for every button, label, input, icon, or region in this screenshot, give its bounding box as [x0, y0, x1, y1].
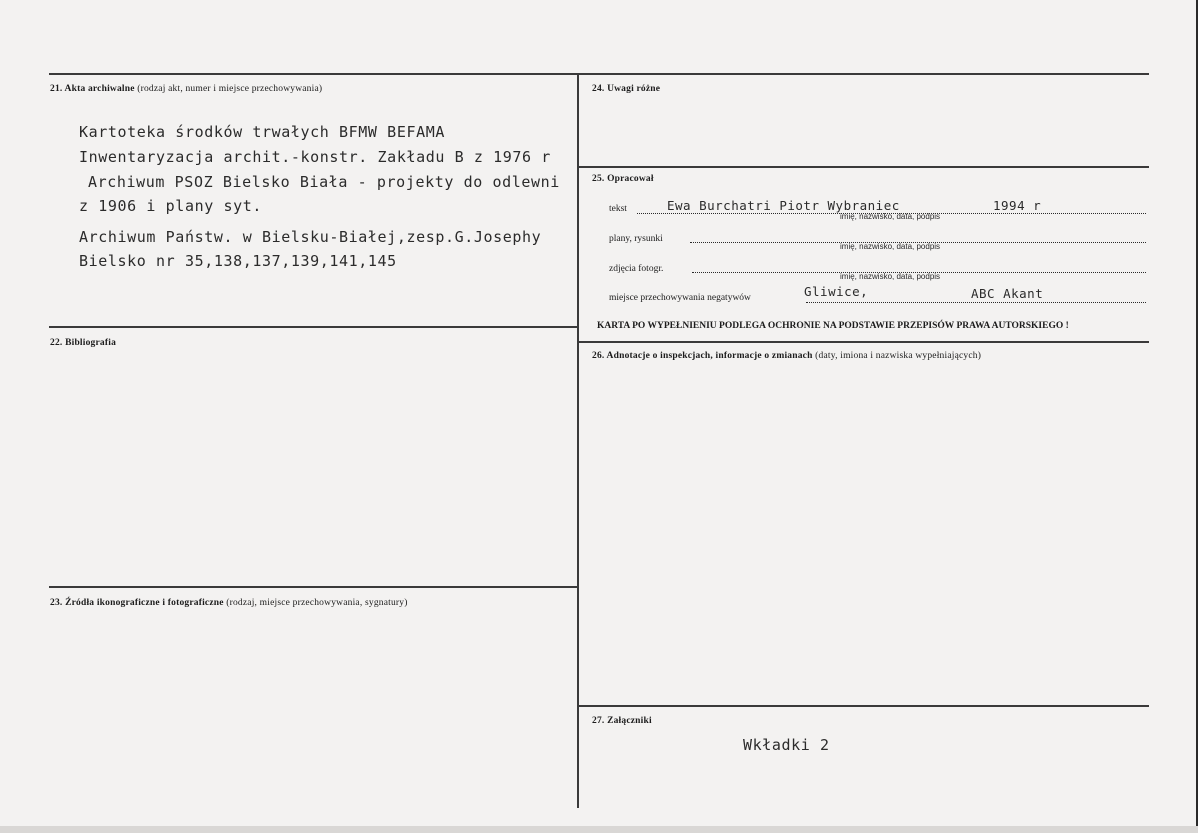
section-21-line-4: z 1906 i plany syt. — [79, 197, 262, 215]
negatywy-org: ABC Akant — [971, 286, 1044, 301]
rule-26-27 — [578, 705, 1149, 707]
section-21-line-3: Archiwum PSOZ Bielsko Biała - projekty do odlewni — [88, 173, 560, 191]
rule-21-22 — [49, 326, 578, 328]
section-21-line-1: Kartoteka środków trwałych BFMW BEFAMA — [79, 123, 445, 141]
copyright-notice: KARTA PO WYPEŁNIENIU PODLEGA OCHRONIE NA PODSTAWIE PRZEPISÓW PRAWA AUTORSKIEGO ! — [597, 321, 1069, 331]
tekst-authors: Ewa Burchatri Piotr Wybraniec — [667, 198, 900, 213]
section-25-heading: 25. Opracował — [592, 174, 654, 184]
zdjecia-label: zdjęcia fotogr. — [609, 264, 664, 274]
section-22-heading: 22. Bibliografia — [50, 338, 117, 348]
tekst-hint: imię, nazwisko, data, podpis — [840, 212, 941, 221]
plany-hint: imię, nazwisko, data, podpis — [840, 242, 941, 251]
section-27-heading: 27. Załączniki — [592, 716, 652, 726]
rule-24-25 — [578, 166, 1149, 168]
rule-22-23 — [49, 586, 578, 588]
negatywy-place: Gliwice, — [804, 284, 869, 299]
section-21-line-2: Inwentaryzacja archit.-konstr. Zakładu B z 1976 r — [79, 148, 551, 166]
rule-25-26 — [578, 341, 1149, 343]
tekst-label: tekst — [609, 204, 627, 214]
zdjecia-hint: imię, nazwisko, data, podpis — [840, 272, 941, 281]
section-21-heading: 21. Akta archiwalne (rodzaj akt, numer i miejsce przechowywania) — [50, 84, 323, 94]
top-rule — [49, 73, 1149, 75]
plany-label: plany, rysunki — [609, 234, 663, 244]
attachments-value: Wkładki 2 — [743, 736, 830, 754]
negatywy-dotted-line — [806, 302, 1146, 303]
negatywy-label: miejsce przechowywania negatywów — [609, 293, 751, 303]
center-divider — [577, 73, 579, 808]
section-23-heading: 23. Źródła ikonograficzne i fotograficzne (rodzaj, miejsce przechowywania, sygnatury) — [50, 598, 408, 608]
section-26-heading: 26. Adnotacje o inspekcjach, informacje o zmianach (daty, imiona i nazwiska wypełniających) — [592, 351, 982, 361]
section-24-heading: 24. Uwagi różne — [592, 84, 661, 94]
section-21-line-5: Archiwum Państw. w Bielsku-Białej,zesp.G.Josephy — [79, 228, 542, 246]
section-21-line-6: Bielsko nr 35,138,137,139,141,145 — [79, 252, 397, 270]
scan-bottom-edge — [0, 826, 1198, 833]
tekst-year: 1994 r — [993, 198, 1042, 213]
